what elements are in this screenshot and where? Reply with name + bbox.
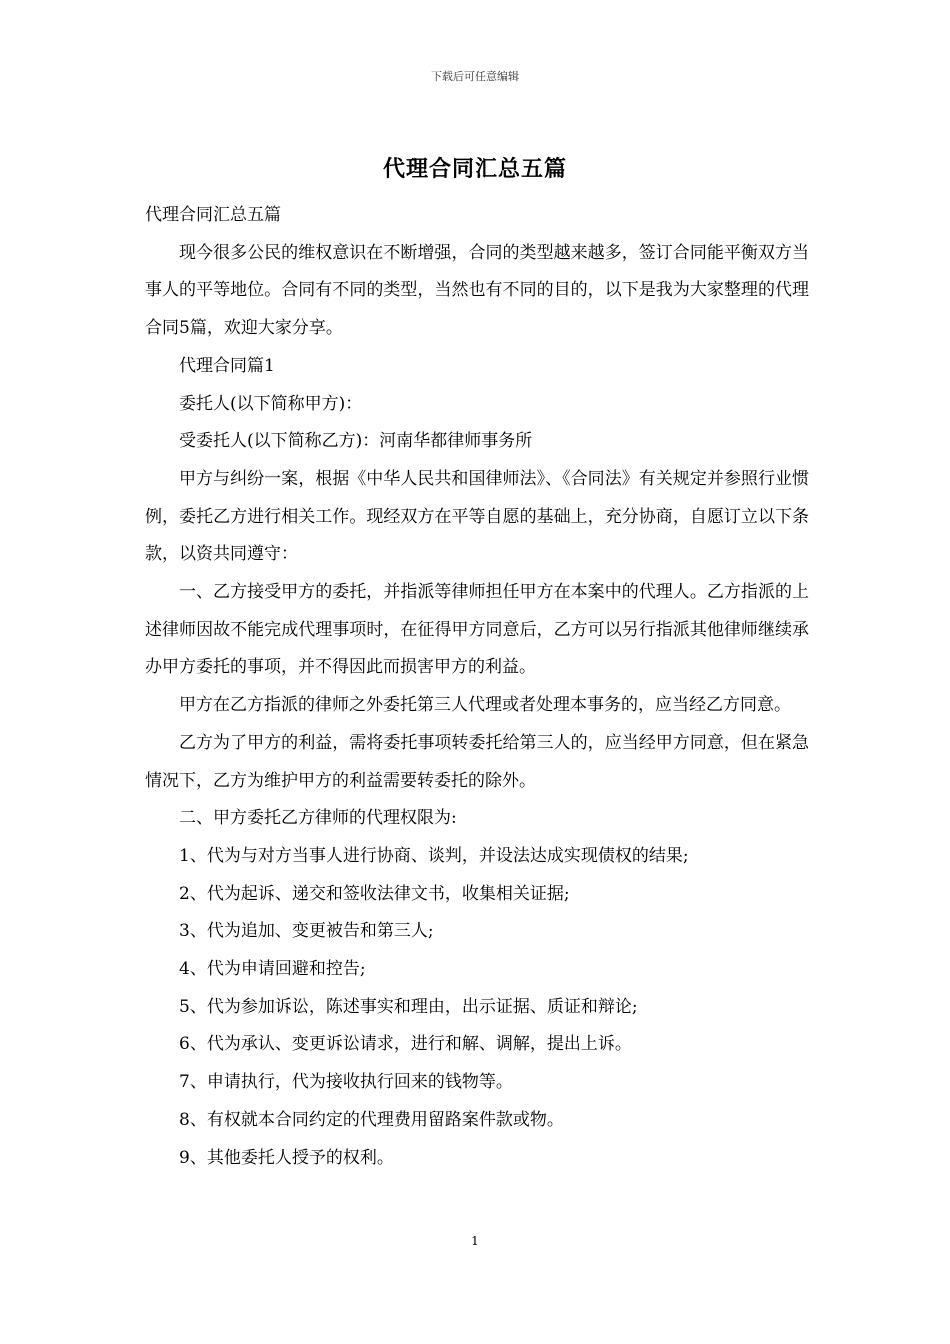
paragraph-principal: 委托人(以下简称甲方)： [179, 393, 363, 414]
paragraph-subtitle: 代理合同汇总五篇 [145, 205, 281, 225]
paragraph-clause-1a: 甲方在乙方指派的律师之外委托第三人代理或者处理本事务的，应当经乙方同意。 [179, 695, 791, 716]
list-item: 2、代为起诉、递交和签收法律文书，收集相关证据; [179, 883, 570, 904]
header-note: 下载后可任意编辑 [431, 70, 519, 83]
list-item: 4、代为申请回避和控告; [179, 959, 366, 980]
list-item: 5、代为参加诉讼，陈述事实和理由，出示证据、质证和辩论; [179, 996, 638, 1017]
list-item: 6、代为承认、变更诉讼请求，进行和解、调解，提出上诉。 [179, 1034, 632, 1055]
list-item: 1、代为与对方当事人进行协商、谈判，并设法达成实现债权的结果; [179, 845, 689, 866]
document-body [145, 197, 809, 1177]
list-item: 7、申请执行，代为接收执行回来的钱物等。 [179, 1072, 513, 1093]
list-item: 9、其他委托人授予的权利。 [179, 1147, 394, 1168]
page-number: 1 [471, 1234, 479, 1248]
paragraph-agent: 受委托人(以下简称乙方)：河南华都律师事务所 [179, 431, 533, 452]
paragraph-section-heading: 代理合同篇1 [179, 355, 275, 376]
paragraph-clause-1b: 乙方为了甲方的利益，需将委托事项转委托给第三人的，应当经甲方同意，但在紧急情况下，乙方为维护甲方的利益需要转委托的除外。 [145, 732, 809, 791]
paragraph-intro: 现今很多公民的维权意识在不断增强，合同的类型越来越多，签订合同能平衡双方当事人的平等地位。合同有不同的类型，当然也有不同的目的，以下是我为大家整理的代理合同5篇，欢迎大家分享。 [145, 242, 809, 339]
paragraph-clause-2: 二、甲方委托乙方律师的代理权限为: [179, 808, 457, 829]
paragraph-preamble: 甲方与纠纷一案，根据《中华人民共和国律师法》、《合同法》有关规定并参照行业惯例，委托乙方进行相关工作。现经双方在平等自愿的基础上，充分协商，自愿订立以下条款，以资共同遵守： [145, 468, 809, 565]
paragraph-clause-1: 一、乙方接受甲方的委托，并指派等律师担任甲方在本案中的代理人。乙方指派的上述律师因故不能完成代理事项时，在征得甲方同意后，乙方可以另行指派其他律师继续承办甲方委托的事项，并不得因此而损害甲方的利益。 [145, 582, 809, 678]
list-item: 8、有权就本合同约定的代理费用留路案件款或物。 [179, 1109, 564, 1130]
document-title: 代理合同汇总五篇 [382, 156, 567, 182]
list-item: 3、代为追加、变更被告和第三人; [179, 921, 434, 942]
